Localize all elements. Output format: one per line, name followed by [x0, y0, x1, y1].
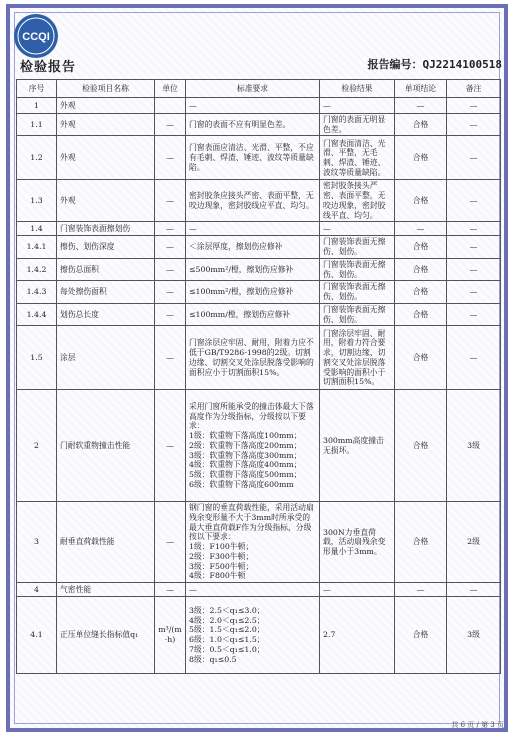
cell-req: —	[186, 98, 320, 114]
col-header-result: 检验结果	[320, 80, 395, 98]
cell-res: 门窗装饰表面无擦伤、划伤。	[320, 281, 395, 303]
col-header-no: 序号	[17, 80, 57, 98]
page-title: 检验报告	[20, 60, 77, 75]
cell-req: 密封胶条应接头严密、表面平整，无咬边现象，密封胶线应平直、均匀。	[186, 180, 320, 222]
cell-unit: —	[155, 303, 186, 325]
table-row	[17, 583, 501, 597]
cell-item: 涂层	[57, 326, 155, 390]
cell-item: 外观	[57, 114, 155, 136]
cell-no: 1.5	[17, 326, 57, 390]
table-row	[17, 597, 501, 674]
cell-item: 划伤总长度	[57, 303, 155, 325]
cell-no: 3	[17, 502, 57, 583]
cell-unit: —	[155, 180, 186, 222]
table-row	[17, 136, 501, 180]
logo-text: CCQI	[22, 31, 50, 43]
table-row	[17, 236, 501, 258]
cell-unit: —	[155, 236, 186, 258]
cell-note: —	[447, 326, 501, 390]
table-row	[17, 326, 501, 390]
cell-res: 300mm高度撞击无损坏。	[320, 390, 395, 502]
cell-item: 每处擦伤面积	[57, 281, 155, 303]
cell-verdict: 合格	[395, 180, 447, 222]
cell-item: 擦伤、划伤深度	[57, 236, 155, 258]
cell-note: —	[447, 114, 501, 136]
cell-verdict: 合格	[395, 281, 447, 303]
table-row	[17, 303, 501, 325]
cell-note: 3级	[447, 390, 501, 502]
cell-req: 门窗表面应清洁、光滑、平整，不应有毛刺、焊渣、锤迹、波纹等质量缺陷。	[186, 136, 320, 180]
cell-verdict: 合格	[395, 236, 447, 258]
cell-note: —	[447, 303, 501, 325]
cell-unit: —	[155, 326, 186, 390]
report-number-label: 报告编号：	[367, 58, 423, 71]
col-header-verdict: 单项结论	[395, 80, 447, 98]
cell-unit: —	[155, 136, 186, 180]
cell-verdict: —	[395, 583, 447, 597]
cell-req: 采用门窗所能承受的撞击体最大下落高度作为分级指标，分级按以下要求： 1级：软重物下落高度100mm； 2级：软重物下落高度200mm； 3级：软重物下落高度300mm； 4级：软重物下落高度400mm； 5级：软重物下落高度500mm； 6级：软重物下落高度600mm	[186, 390, 320, 502]
cell-no: 2	[17, 390, 57, 502]
table-row	[17, 281, 501, 303]
cell-item: 耐垂直荷载性能	[57, 502, 155, 583]
col-header-note: 备注	[447, 80, 501, 98]
cell-verdict: 合格	[395, 502, 447, 583]
table-row	[17, 114, 501, 136]
cell-unit: —	[155, 502, 186, 583]
cell-note: —	[447, 136, 501, 180]
cell-item: 外观	[57, 180, 155, 222]
table-header-row	[17, 80, 501, 98]
cell-unit: —	[155, 222, 186, 236]
cell-req: —	[186, 222, 320, 236]
cell-req: —	[186, 583, 320, 597]
cell-item: 门窗装饰表面擦划伤	[57, 222, 155, 236]
cell-req: ≤100mm²/樘，擦划伤应修补	[186, 281, 320, 303]
cell-note: —	[447, 180, 501, 222]
cell-note: —	[447, 236, 501, 258]
cell-res: 门窗涂层牢固、耐用，附着力符合要求，切割边缘、切割交叉处涂层脱落受影响的面积小于切割面积15%。	[320, 326, 395, 390]
cell-item: 正压单位缝长指标值q₁	[57, 597, 155, 674]
table-row	[17, 180, 501, 222]
page-footer: 共 6 页 / 第 3 页	[451, 721, 504, 729]
cell-no: 1	[17, 98, 57, 114]
cell-verdict: 合格	[395, 258, 447, 280]
col-header-requirement: 标准要求	[186, 80, 320, 98]
cell-note: —	[447, 222, 501, 236]
inspection-table	[16, 79, 501, 674]
cell-req: ≤500mm²/樘，擦划伤应修补	[186, 258, 320, 280]
table-row	[17, 502, 501, 583]
cell-res: 密封胶条接头严密、表面平整，无咬边现象，密封胶线平直、均匀。	[320, 180, 395, 222]
cell-verdict: —	[395, 222, 447, 236]
cell-note: —	[447, 258, 501, 280]
cell-no: 1.4.2	[17, 258, 57, 280]
cell-no: 4	[17, 583, 57, 597]
cell-note: 3级	[447, 597, 501, 674]
cell-res: 门窗装饰表面无擦伤、划伤。	[320, 303, 395, 325]
cell-no: 1.4.3	[17, 281, 57, 303]
cell-no: 1.2	[17, 136, 57, 180]
cell-res: —	[320, 583, 395, 597]
cell-unit: —	[155, 114, 186, 136]
ccqi-logo-seal	[12, 12, 60, 60]
cell-res: 门窗的表面无明显色差。	[320, 114, 395, 136]
report-number-value: QJ2214100518	[422, 58, 502, 71]
cell-unit	[155, 98, 186, 114]
cell-req: 门窗的表面不应有明显色差。	[186, 114, 320, 136]
table-row	[17, 390, 501, 502]
cell-res: 门窗装饰表面无擦伤、划伤。	[320, 258, 395, 280]
cell-no: 4.1	[17, 597, 57, 674]
cell-item: 外观	[57, 98, 155, 114]
cell-verdict: —	[395, 98, 447, 114]
cell-verdict: 合格	[395, 136, 447, 180]
cell-no: 1.4	[17, 222, 57, 236]
cell-verdict: 合格	[395, 390, 447, 502]
cell-req: ≤100mm/樘，擦划伤应修补	[186, 303, 320, 325]
cell-no: 1.3	[17, 180, 57, 222]
cell-no: 1.1	[17, 114, 57, 136]
col-header-unit: 单位	[155, 80, 186, 98]
cell-no: 1.4.4	[17, 303, 57, 325]
cell-verdict: 合格	[395, 114, 447, 136]
cell-note: —	[447, 98, 501, 114]
cell-unit: —	[155, 281, 186, 303]
cell-verdict: 合格	[395, 597, 447, 674]
cell-item: 门耐软重物撞击性能	[57, 390, 155, 502]
table-row	[17, 98, 501, 114]
cell-no: 1.4.1	[17, 236, 57, 258]
cell-unit: —	[155, 583, 186, 597]
cell-res: 300N力垂直荷载，活动扇残余变形量小于3mm。	[320, 502, 395, 583]
table-row	[17, 258, 501, 280]
cell-note: 2级	[447, 502, 501, 583]
col-header-item: 检验项目名称	[57, 80, 155, 98]
cell-res: 门窗装饰表面无擦伤、划伤。	[320, 236, 395, 258]
cell-item: 擦伤总面积	[57, 258, 155, 280]
cell-note: —	[447, 583, 501, 597]
cell-req: ＜涂层厚度，擦划伤应修补	[186, 236, 320, 258]
cell-unit: m³/(m·h)	[155, 597, 186, 674]
cell-res: —	[320, 222, 395, 236]
cell-item: 气密性能	[57, 583, 155, 597]
cell-verdict: 合格	[395, 303, 447, 325]
cell-res: —	[320, 98, 395, 114]
cell-req: 钢门窗的垂直荷载性能，采用活动扇残余变形量不大于3mm时所承受的最大垂直荷载F作为分级指标，分级按以下要求： 1级：F100牛顿； 2级：F300牛顿； 3级：F500牛顿； 4级：F800牛顿	[186, 502, 320, 583]
cell-res: 2.7	[320, 597, 395, 674]
cell-res: 门窗表面清洁、光滑、平整，无毛刺、焊渣、锤迹、波纹等质量缺陷。	[320, 136, 395, 180]
report-number	[368, 56, 502, 72]
cell-note: —	[447, 281, 501, 303]
cell-unit: —	[155, 258, 186, 280]
cell-item: 外观	[57, 136, 155, 180]
cell-req: 3级：2.5＜q₁≤3.0； 4级：2.0＜q₁≤2.5； 5级：1.5＜q₁≤2.0； 6级：1.0＜q₁≤1.5； 7级：0.5＜q₁≤1.0； 8级：q₁≤0.5	[186, 597, 320, 674]
cell-req: 门窗涂层应牢固、耐用，附着力应不低于GB/T9286-1998的2级。切割边缘、切割交叉处涂层脱落受影响的面积应小于切割面积15%。	[186, 326, 320, 390]
table-row	[17, 222, 501, 236]
cell-unit: —	[155, 390, 186, 502]
cell-verdict: 合格	[395, 326, 447, 390]
